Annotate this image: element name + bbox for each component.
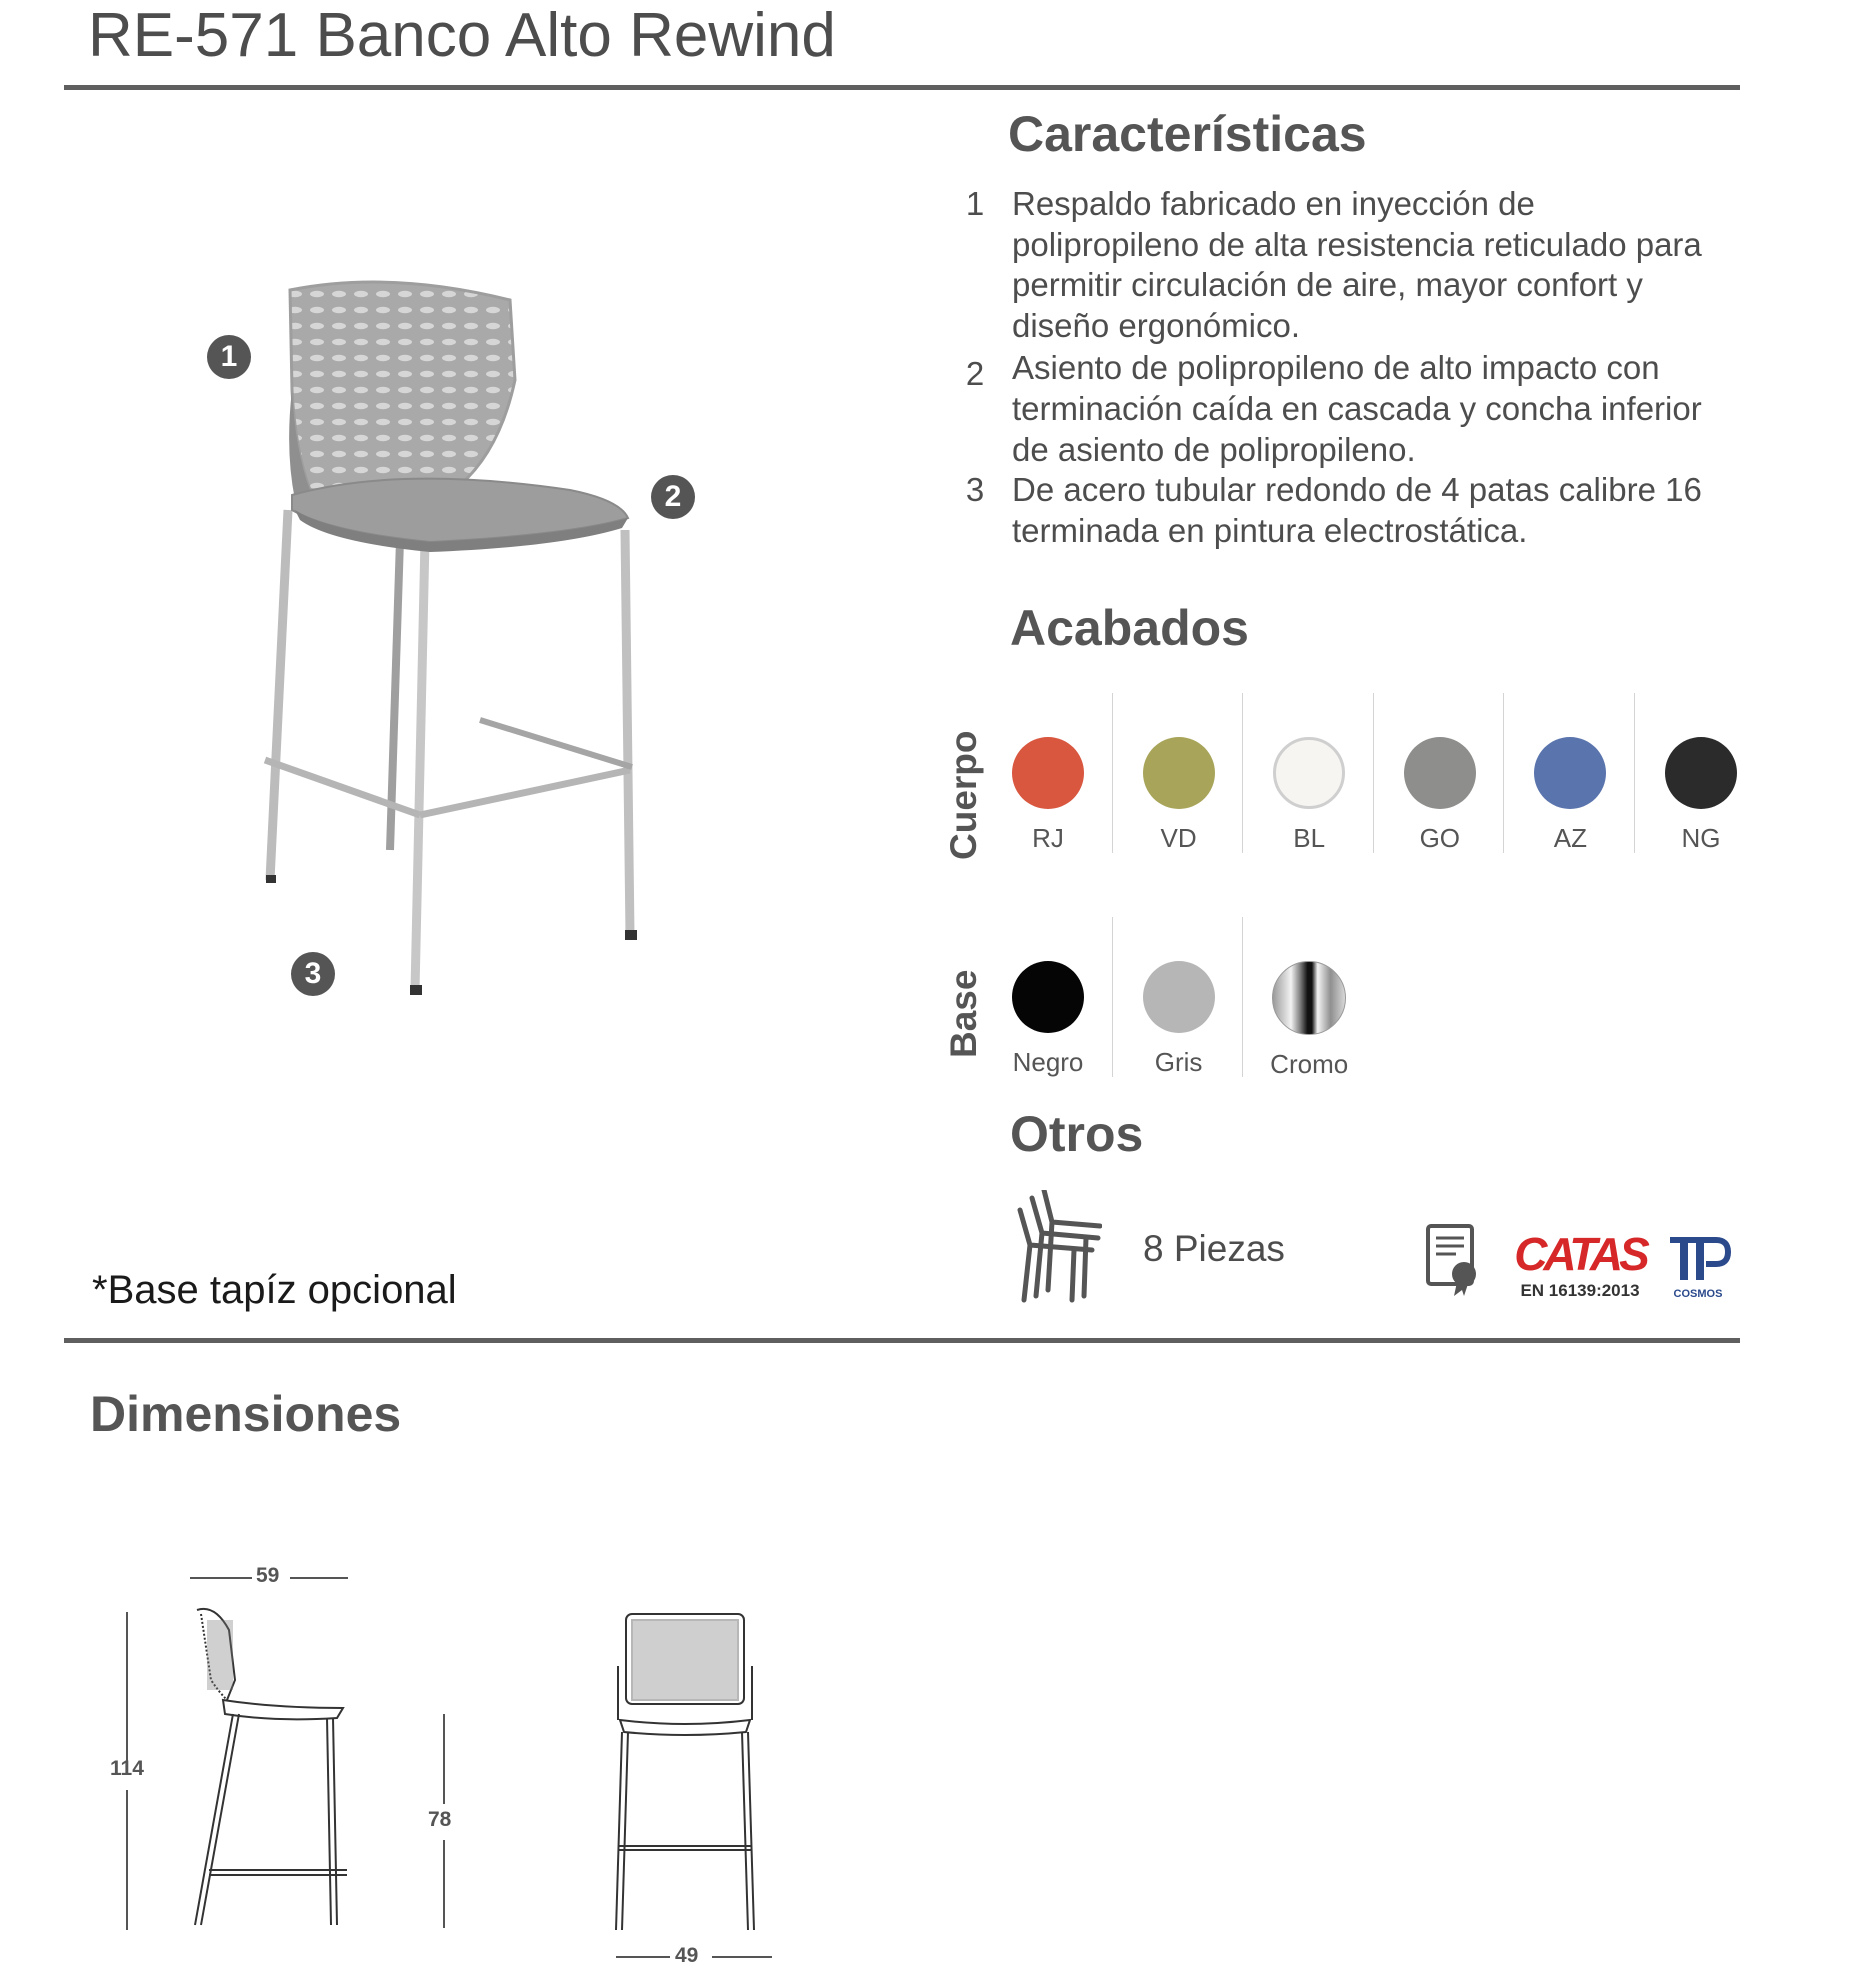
feature-number: 3 bbox=[965, 471, 985, 509]
others-heading: Otros bbox=[1010, 1106, 1144, 1162]
side-view-drawing bbox=[185, 1600, 355, 1940]
page-title: RE-571 Banco Alto Rewind bbox=[88, 1, 836, 70]
features-heading: Características bbox=[1008, 106, 1367, 162]
swatch-code: Gris bbox=[1154, 1047, 1203, 1077]
stool-product-image bbox=[240, 270, 760, 1010]
feature-text: Respaldo fabricado en inyección de polipropileno de alta resistencia reticulado para permitir circulación de aire, mayor confort y diseño ergonómico. bbox=[1012, 185, 1702, 344]
base-swatch-cromo[interactable] bbox=[1244, 961, 1374, 1080]
cosmos-logo-text: COSMOS bbox=[1673, 1288, 1723, 1300]
swatch-divider bbox=[1112, 917, 1113, 1077]
dim-side-width: 59 bbox=[256, 1564, 280, 1587]
swatch-code: NG bbox=[1681, 823, 1721, 853]
swatch-code: RJ bbox=[1032, 823, 1064, 853]
front-view-drawing bbox=[610, 1610, 760, 1940]
callout-2: 2 bbox=[651, 475, 695, 519]
body-swatch-go[interactable] bbox=[1375, 737, 1505, 854]
feature-text: Asiento de polipropileno de alto impacto con terminación caída en cascada y concha inferior de asiento de polipropileno. bbox=[1012, 349, 1702, 468]
dim-front-width: 49 bbox=[675, 1944, 699, 1967]
body-swatch-az[interactable] bbox=[1505, 737, 1635, 854]
color-swatch bbox=[1273, 737, 1345, 809]
swatch-divider bbox=[1373, 693, 1374, 853]
color-swatch bbox=[1404, 737, 1476, 809]
swatch-code: BL bbox=[1293, 823, 1326, 853]
color-swatch bbox=[1143, 737, 1215, 809]
swatch-divider bbox=[1112, 693, 1113, 853]
feature-item-2 bbox=[960, 346, 1720, 470]
feature-number: 1 bbox=[965, 185, 985, 222]
color-swatch bbox=[1012, 961, 1084, 1033]
finishes-heading: Acabados bbox=[1010, 600, 1249, 656]
catas-logo bbox=[1510, 1230, 1650, 1302]
cosmos-logo bbox=[1662, 1234, 1734, 1302]
catas-standard: EN 16139:2013 bbox=[1520, 1281, 1640, 1300]
body-swatch-rj[interactable] bbox=[983, 737, 1113, 854]
color-swatch bbox=[1012, 737, 1084, 809]
base-swatch-gris[interactable] bbox=[1114, 961, 1244, 1078]
callout-1: 1 bbox=[207, 335, 251, 379]
dim-total-height: 114 bbox=[110, 1757, 144, 1780]
swatch-code: GO bbox=[1419, 823, 1461, 853]
color-swatch bbox=[1534, 737, 1606, 809]
optional-base-note: *Base tapíz opcional bbox=[92, 1268, 457, 1312]
dim-line bbox=[190, 1577, 252, 1579]
feature-item-1 bbox=[960, 184, 1720, 346]
features-list bbox=[960, 184, 1720, 551]
dim-line bbox=[290, 1577, 348, 1579]
swatch-divider bbox=[1634, 693, 1635, 853]
color-swatch bbox=[1143, 961, 1215, 1033]
swatch-code: VD bbox=[1160, 823, 1197, 853]
callout-3: 3 bbox=[291, 952, 335, 996]
header-divider bbox=[64, 85, 1740, 90]
color-swatch bbox=[1665, 737, 1737, 809]
certificate-icon bbox=[1424, 1222, 1484, 1298]
dim-line bbox=[126, 1790, 128, 1930]
base-swatch-negro[interactable] bbox=[983, 961, 1113, 1078]
dim-line bbox=[443, 1840, 445, 1928]
dim-line bbox=[443, 1714, 445, 1804]
dim-line bbox=[126, 1612, 128, 1762]
feature-number: 2 bbox=[965, 355, 985, 393]
color-swatch bbox=[1272, 961, 1346, 1035]
dimensions-heading: Dimensiones bbox=[90, 1386, 402, 1442]
swatch-divider bbox=[1503, 693, 1504, 853]
swatch-code: Cromo bbox=[1270, 1049, 1349, 1079]
dim-line bbox=[712, 1956, 772, 1958]
swatch-divider bbox=[1242, 693, 1243, 853]
feature-text: De acero tubular redondo de 4 patas calibre 16 terminada en pintura electrostática. bbox=[1012, 471, 1702, 549]
base-finishes-label: Base bbox=[943, 969, 984, 1058]
body-finishes-label: Cuerpo bbox=[943, 730, 984, 860]
swatch-code: Negro bbox=[1012, 1047, 1084, 1077]
body-swatch-vd[interactable] bbox=[1114, 737, 1244, 854]
dim-seat-height: 78 bbox=[428, 1808, 452, 1831]
swatch-code: AZ bbox=[1553, 823, 1587, 853]
dim-line bbox=[616, 1956, 670, 1958]
body-swatch-bl[interactable] bbox=[1244, 737, 1374, 854]
catas-logo-text: CATAS bbox=[1514, 1230, 1646, 1280]
stacked-chairs-icon bbox=[1010, 1190, 1102, 1306]
section-divider bbox=[64, 1338, 1740, 1343]
feature-item-3 bbox=[960, 470, 1720, 551]
swatch-divider bbox=[1242, 917, 1243, 1077]
body-swatch-ng[interactable] bbox=[1636, 737, 1766, 854]
stacking-pieces-text: 8 Piezas bbox=[1143, 1228, 1285, 1269]
